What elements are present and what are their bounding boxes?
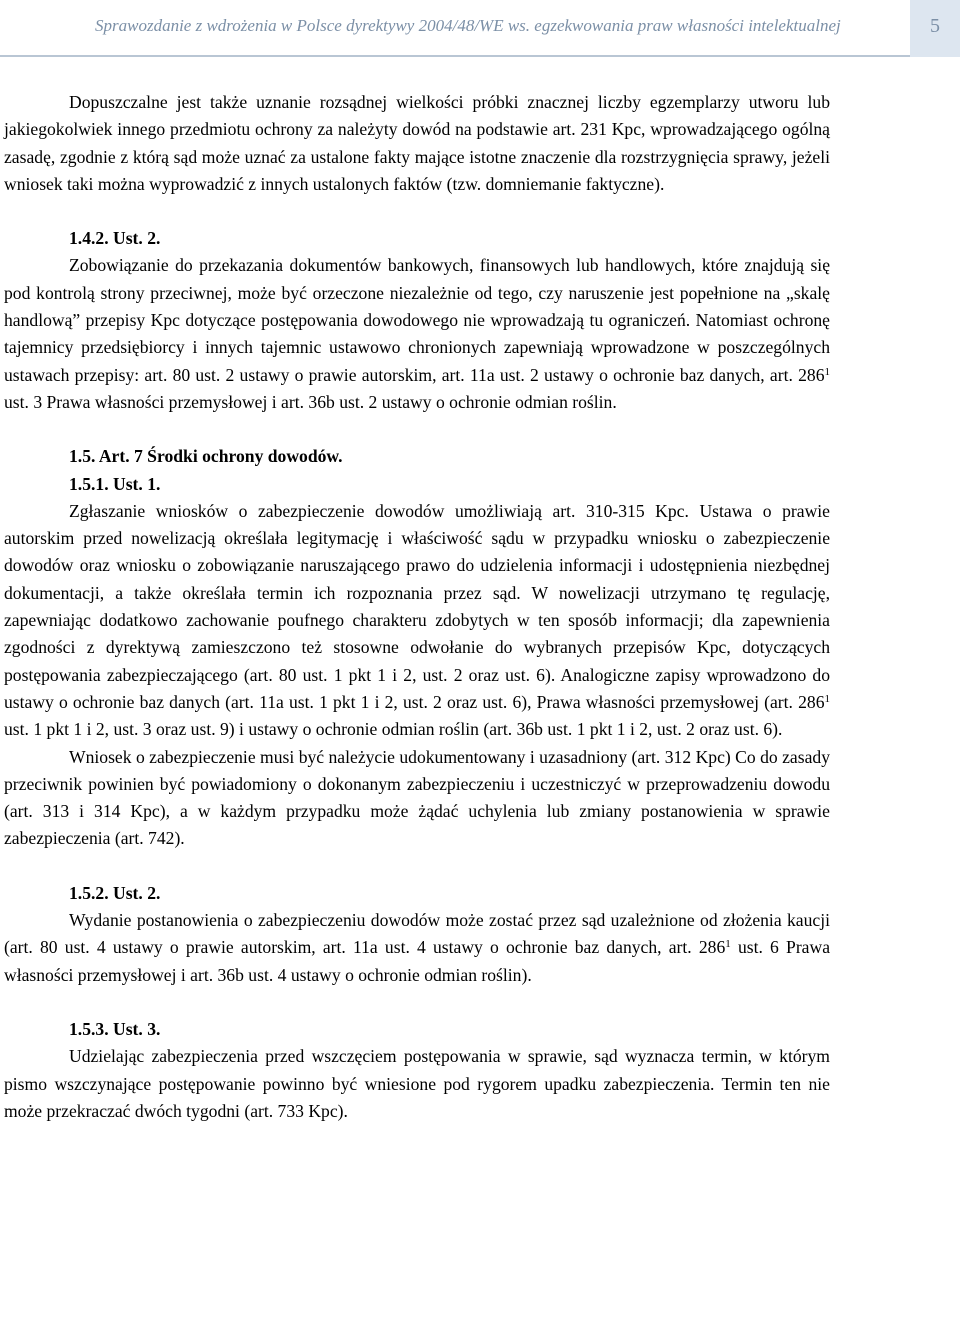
page-number: 5 bbox=[930, 15, 940, 37]
paragraph-time-limit: Udzielając zabezpieczenia przed wszczęciem postępowania w sprawie, sąd wyznacza termin, w którym pismo wszczynające postępowanie powinno być wniesione pod rygorem upadku zabezpieczenia. Termin ten nie może przekraczać dwóch tygodni (art. 733 Kpc). bbox=[4, 1046, 830, 1121]
section-heading-1-5-1: 1.5.1. Ust. 1. bbox=[69, 473, 161, 494]
section-heading-1-5-3: 1.5.3. Ust. 3. bbox=[69, 1018, 161, 1039]
page-number-box bbox=[910, 0, 960, 57]
running-header bbox=[0, 0, 960, 58]
document-body bbox=[4, 89, 830, 1125]
paragraph-evidence-sample: Dopuszczalne jest także uznanie rozsądnej wielkości próbki znacznej liczby egzemplarzy utworu lub jakiegokolwiek innego przedmiotu ochrony za należyty dowód na podstawie art. 231 Kpc, wprowadzającego ogólną zasadę, zgodnie z którą sąd może uznać za ustalone fakty mające istotne znaczenie dla rozstrzygnięcia sprawy, jeżeli wniosek taki można wyprowadzić z innych ustalonych faktów (tzw. domniemanie faktyczne). bbox=[4, 92, 830, 194]
paragraph-document-disclosure: Zobowiązanie do przekazania dokumentów bankowych, finansowych lub handlowych, które znajdują się pod kontrolą strony przeciwnej, może być orzeczone niezależnie od tego, czy naruszenie jest popełnione na „skalę handlową” przepisy Kpc dotyczące postępowania dowodowego nie wprowadzają tu ograniczeń. Natomiast ochronę tajemnicy przedsiębiorcy i innych tajemnic ustawowo chronionych zapewniają wprowadzone w poszczególnych ustawach przepisy: art. 80 ust. 2 ustawy o prawie autorskim, art. 11a ust. 2 ustawy o ochronie baz danych, art. $286^1$ ust. 3 Prawa własności przemysłowej i art. 36b ust. 2 ustawy o ochronie odmian roślin. bbox=[4, 255, 830, 412]
paragraph-evidence-protection-requests: Zgłaszanie wniosków o zabezpieczenie dowodów umożliwiają art. 310-315 Kpc. Ustawa o prawie autorskim przed nowelizacją określała legitymację i właściwość sądu w przypadku wniosku o zabezpieczenie dowodów oraz wniosku o zobowiązanie naruszającego prawo do udzielenia informacji i udostępnienia niezbędnej dokumentacji, a także określała termin ich rozpoznania przez sąd. W nowelizacji utrzymano tę regulację, zapewniając dodatkowo zachowanie poufnego charakteru zdobytych w ten sposób informacji; dla zapewnienia zgodności z dyrektywą zamieszczono też stosowne odwołanie do wybranych przepisów Kpc, dotyczących postępowania zabezpieczającego (art. 80 ust. 1 pkt 1 i 2, ust. 2 oraz ust. 6). Analogiczne zapisy wprowadzono do ustawy o ochronie baz danych (art. 11a ust. 1 pkt 1 i 2, ust. 2 oraz ust. 6), Prawa własności przemysłowej (art. $286^1$ ust. 1 pkt 1 i 2, ust. 3 oraz ust. 9) i ustawy o ochronie odmian roślin (art. 36b ust. 1 pkt 1 i 2, ust. 2 oraz ust. 6). bbox=[4, 500, 830, 740]
section-heading-1-4-2: 1.4.2. Ust. 2. bbox=[69, 228, 161, 249]
header-title: Sprawozdanie z wdrożenia w Polsce dyrektywy 2004/48/WE ws. egzekwowania praw własności intelektualnej bbox=[95, 16, 841, 35]
header-rule bbox=[0, 55, 960, 57]
paragraph-security-deposit: Wydanie postanowienia o zabezpieczeniu dowodów może zostać przez sąd uzależnione od złożenia kaucji (art. 80 ust. 4 ustawy o prawie autorskim, art. 11a ust. 4 ustawy o ochronie baz danych, art. $286^1$ ust. 6 Prawa własności przemysłowej i art. 36b ust. 4 ustawy o ochronie odmian roślin). bbox=[4, 910, 831, 985]
paragraph-motion-requirements: Wniosek o zabezpieczenie musi być należycie udokumentowany i uzasadniony (art. 312 Kpc) Co do zasady przeciwnik powinien być powiadomiony o dokonanym zabezpieczeniu i uczestniczyć w przeprowadzeniu dowodu (art. 313 i 314 Kpc), a w każdym przypadku może żądać uchylenia lub zmiany postanowienia w sprawie zabezpieczenia (art. 742). bbox=[4, 746, 830, 849]
section-heading-1-5-2: 1.5.2. Ust. 2. bbox=[69, 882, 161, 903]
section-heading-1-5: 1.5. Art. 7 Środki ochrony dowodów. bbox=[69, 446, 343, 467]
